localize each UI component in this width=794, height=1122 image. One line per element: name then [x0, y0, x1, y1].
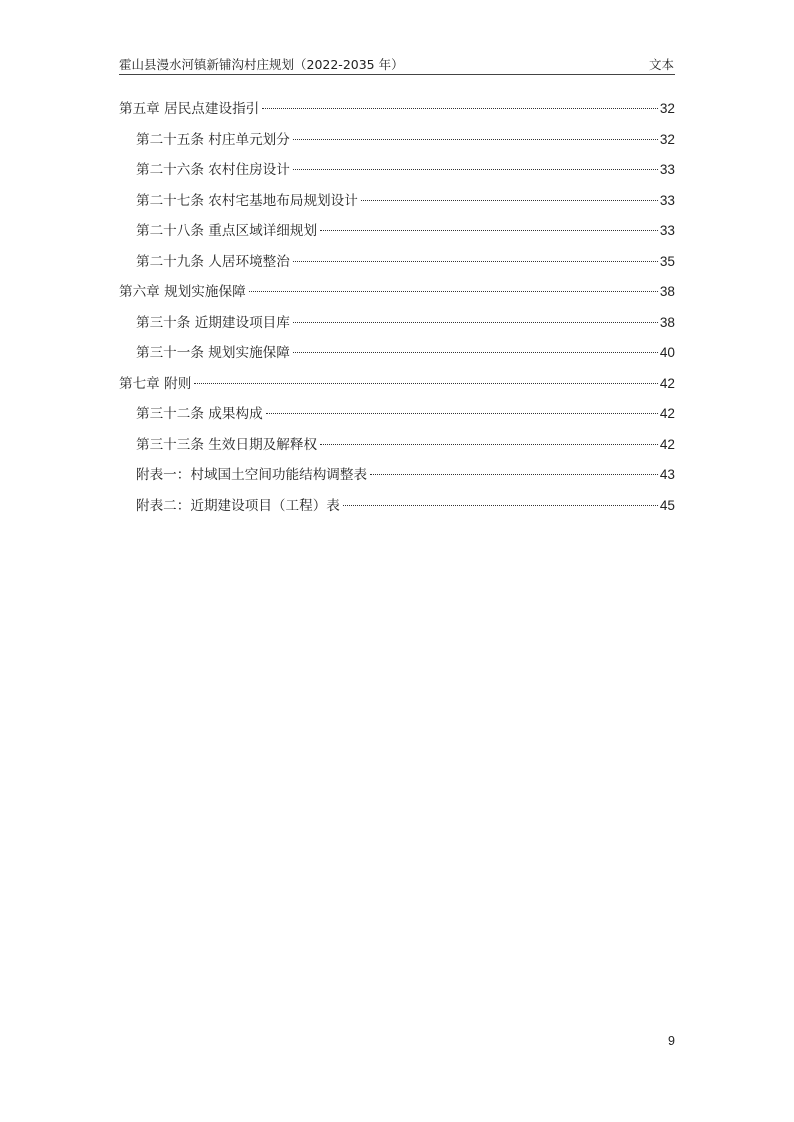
- toc-article-entry[interactable]: [119, 341, 675, 372]
- page-header: [119, 52, 675, 75]
- toc-entry-label: 第二十六条 农村住房设计: [136, 162, 290, 178]
- toc-entry-page-number: 32: [659, 101, 675, 116]
- toc-dot-leader: [293, 139, 658, 140]
- toc-dot-leader: [249, 291, 658, 292]
- toc-entry-label: 第三十三条 生效日期及解释权: [136, 436, 318, 453]
- toc-entry-page-number: 38: [659, 284, 675, 299]
- toc-entry-label: 第二十七条 农村宅基地布局规划设计: [136, 192, 358, 209]
- toc-entry-page-number: 42: [659, 436, 675, 452]
- toc-entry-page-number: 33: [659, 223, 675, 238]
- toc-entry-label: 第三十一条 规划实施保障: [136, 345, 290, 361]
- toc-entry-label: 第二十八条 重点区域详细规划: [136, 223, 318, 239]
- toc-entry-page-number: 33: [659, 162, 675, 177]
- toc-article-entry[interactable]: [119, 219, 675, 250]
- toc-dot-leader: [194, 383, 658, 384]
- toc-dot-leader: [320, 444, 658, 445]
- toc-chapter-entry[interactable]: [119, 97, 675, 128]
- toc-entry-label: 第五章 居民点建设指引: [119, 101, 260, 117]
- toc-dot-leader: [293, 322, 658, 323]
- toc-article-entry[interactable]: [119, 311, 675, 342]
- toc-dot-leader: [370, 474, 658, 475]
- toc-dot-leader: [293, 352, 658, 353]
- toc-entry-page-number: 38: [659, 314, 675, 330]
- toc-dot-leader: [361, 200, 658, 201]
- toc-entry-page-number: 35: [659, 253, 675, 269]
- toc-entry-label: 第六章 规划实施保障: [119, 284, 246, 300]
- toc-dot-leader: [293, 169, 658, 170]
- toc-entry-label: 第七章 附则: [119, 375, 192, 392]
- toc-entry-label: 第三十二条 成果构成: [136, 406, 263, 422]
- toc-dot-leader: [320, 230, 658, 231]
- toc-entry-page-number: 43: [659, 467, 675, 482]
- toc-article-entry[interactable]: [119, 463, 675, 494]
- toc-article-entry[interactable]: [119, 494, 675, 525]
- page-number: 9: [668, 1034, 675, 1048]
- toc-dot-leader: [343, 505, 658, 506]
- toc-dot-leader: [262, 108, 658, 109]
- toc-chapter-entry[interactable]: [119, 280, 675, 311]
- toc-entry-label: 第二十九条 人居环境整治: [136, 253, 290, 270]
- toc-article-entry[interactable]: [119, 189, 675, 220]
- toc-article-entry[interactable]: [119, 158, 675, 189]
- toc-article-entry[interactable]: [119, 128, 675, 159]
- toc-dot-leader: [266, 413, 658, 414]
- toc-entry-page-number: 42: [659, 406, 675, 421]
- toc-entry-page-number: 33: [659, 192, 675, 208]
- toc-entry-label: 第二十五条 村庄单元划分: [136, 131, 290, 148]
- toc-article-entry[interactable]: [119, 250, 675, 281]
- toc-entry-label: 附表二：近期建设项目（工程）表: [136, 497, 340, 514]
- toc-chapter-entry[interactable]: [119, 372, 675, 403]
- toc-article-entry[interactable]: [119, 433, 675, 464]
- toc-article-entry[interactable]: [119, 402, 675, 433]
- document-title: 霍山县漫水河镇新铺沟村庄规划（2022-2035 年）: [119, 57, 404, 72]
- toc-dot-leader: [293, 261, 658, 262]
- toc-entry-label: 附表一：村域国土空间功能结构调整表: [136, 467, 368, 483]
- toc-entry-page-number: 32: [659, 131, 675, 147]
- toc-entry-page-number: 45: [659, 497, 675, 513]
- toc-entry-label: 第三十条 近期建设项目库: [136, 314, 290, 331]
- toc-entry-page-number: 40: [659, 345, 675, 360]
- table-of-contents: [119, 97, 675, 524]
- toc-entry-page-number: 42: [659, 375, 675, 391]
- document-type-label: 文本: [648, 57, 674, 72]
